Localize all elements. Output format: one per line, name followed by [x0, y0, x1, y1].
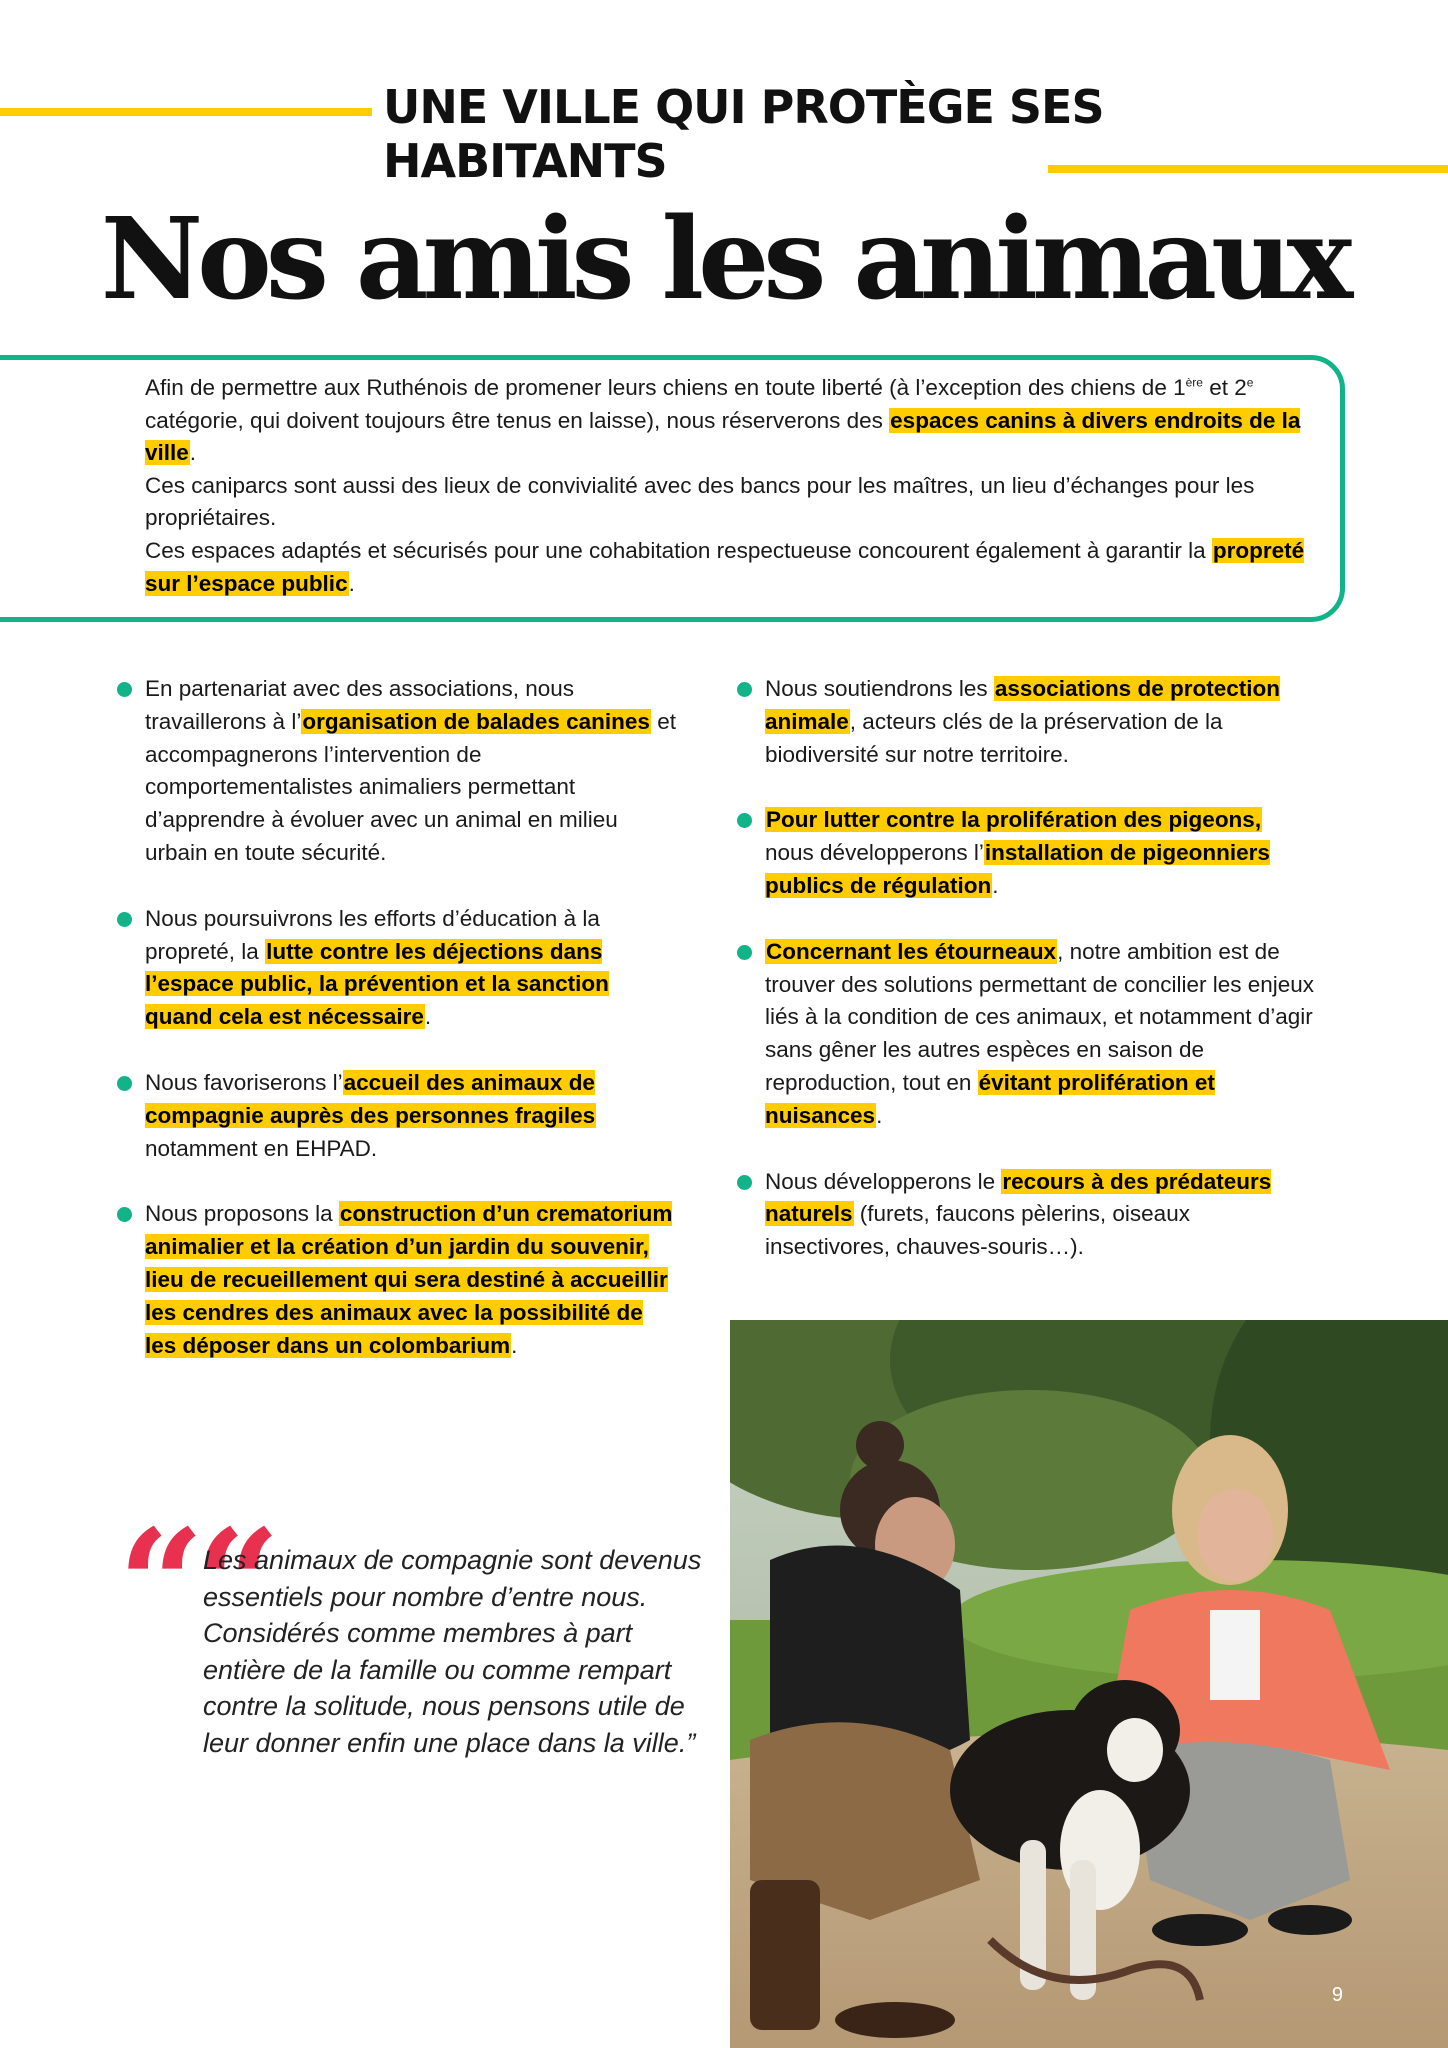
highlight: installation de pigeonniers publics de régulation — [765, 840, 1270, 898]
bullet-icon — [737, 813, 752, 828]
bullet-icon — [117, 912, 132, 927]
list-item: Concernant les étourneaux, notre ambition est de trouver des solutions permettant de concilier les enjeux liés à la condition de ces animaux, et notamment d’agir sans gêner les autres espèces en saison de reproduction, tout en évitant prolifération et nuisances. — [737, 936, 1317, 1133]
list-item: Nous poursuivrons les efforts d’éducation à la propreté, la lutte contre les déjections dans l’espace public, la prévention et la sanction quand cela est nécessaire. — [117, 903, 677, 1034]
quote-mark-icon: ““ — [118, 1497, 271, 1673]
highlight: propreté sur l’espace public — [145, 537, 1305, 596]
highlight: espaces canins à divers endroits de la ville — [145, 407, 1301, 466]
left-column-list — [117, 673, 677, 1395]
highlight: Concernant les étourneaux — [766, 938, 1057, 964]
list-item: Nous favoriserons l’accueil des animaux de compagnie auprès des personnes fragiles notamment en EHPAD. — [117, 1067, 677, 1165]
section-title: UNE VILLE QUI PROTÈGE SES HABITANTS — [383, 80, 1104, 188]
highlight: lutte contre les déjections dans l’espace public, la prévention et la sanction quand cela est nécessaire — [145, 938, 609, 1030]
park-photo — [730, 1320, 1448, 2048]
intro-paragraph: Ces caniparcs sont aussi des lieux de convivialité avec des bancs pour les maîtres, un lieu d’échanges pour les propriétaires. — [145, 472, 1255, 531]
bullet-icon — [117, 1207, 132, 1222]
intro-text — [145, 372, 1305, 600]
highlight: organisation de balades canines — [302, 708, 650, 734]
list-item: En partenariat avec des associations, nous travaillerons à l’organisation de balades canines et accompagnerons l’intervention de comportementalistes animaliers permettant d’apprendre à évoluer avec un animal en milieu urbain en toute sécurité. — [117, 673, 677, 870]
list-item: Nous soutiendrons les associations de protection animale, acteurs clés de la préservation de la biodiversité sur notre territoire. — [737, 673, 1317, 771]
list-item: Nous développerons le recours à des prédateurs naturels (furets, faucons pèlerins, oiseaux insectivores, chauves-souris…). — [737, 1166, 1317, 1264]
intro-paragraph: Afin de permettre aux Ruthénois de promener leurs chiens en toute liberté (à l’exception des chiens de 1ère et 2e catégorie, qui doivent toujours être tenus en laisse), nous réserverons des espaces canins à divers endroits de la ville. — [145, 375, 1301, 466]
bullet-icon — [117, 1076, 132, 1091]
highlight: recours à des prédateurs naturels — [765, 1168, 1272, 1227]
highlight: construction d’un crematorium animalier et la création d’un jardin du souvenir, lieu de recueillement qui sera destiné à accueillir les cendres des animaux avec la possibilité de les déposer dans un colombarium — [145, 1201, 673, 1358]
page-title: Nos amis les animaux — [100, 194, 1348, 325]
bullet-icon — [737, 1175, 752, 1190]
highlight: évitant prolifération et nuisances — [765, 1069, 1215, 1128]
photo-women-with-puppy — [730, 1320, 1448, 2048]
pull-quote: Les animaux de compagnie sont devenus essentiels pour nombre d’entre nous. Considérés comme membres à part entière de la famille ou comme rempart contre la solitude, nous pensons utile de leur donner enfin une place dans la ville.” — [203, 1545, 702, 1758]
header-rule-left — [0, 108, 372, 116]
highlight: associations de protection animale — [765, 676, 1280, 734]
highlight: accueil des animaux de compagnie auprès des personnes fragiles — [145, 1069, 596, 1128]
intro-paragraph: Ces espaces adaptés et sécurisés pour une cohabitation respectueuse concourent également à garantir la propreté sur l’espace public. — [145, 537, 1305, 596]
bullet-icon — [117, 682, 132, 697]
right-column-list — [737, 673, 1317, 1297]
list-item: Nous proposons la construction d’un crematorium animalier et la création d’un jardin du souvenir, lieu de recueillement qui sera destiné à accueillir les cendres des animaux avec la possibilité de les déposer dans un colombarium. — [117, 1198, 677, 1362]
list-item: Pour lutter contre la prolifération des pigeons, nous développerons l’installation de pigeonniers publics de régulation. — [737, 804, 1317, 902]
header-rule-right — [1048, 165, 1448, 173]
bullet-icon — [737, 682, 752, 697]
bullet-icon — [737, 945, 752, 960]
page-number: 9 — [1331, 1984, 1343, 2006]
highlight: Pour lutter contre la prolifération des pigeons, — [766, 807, 1262, 833]
